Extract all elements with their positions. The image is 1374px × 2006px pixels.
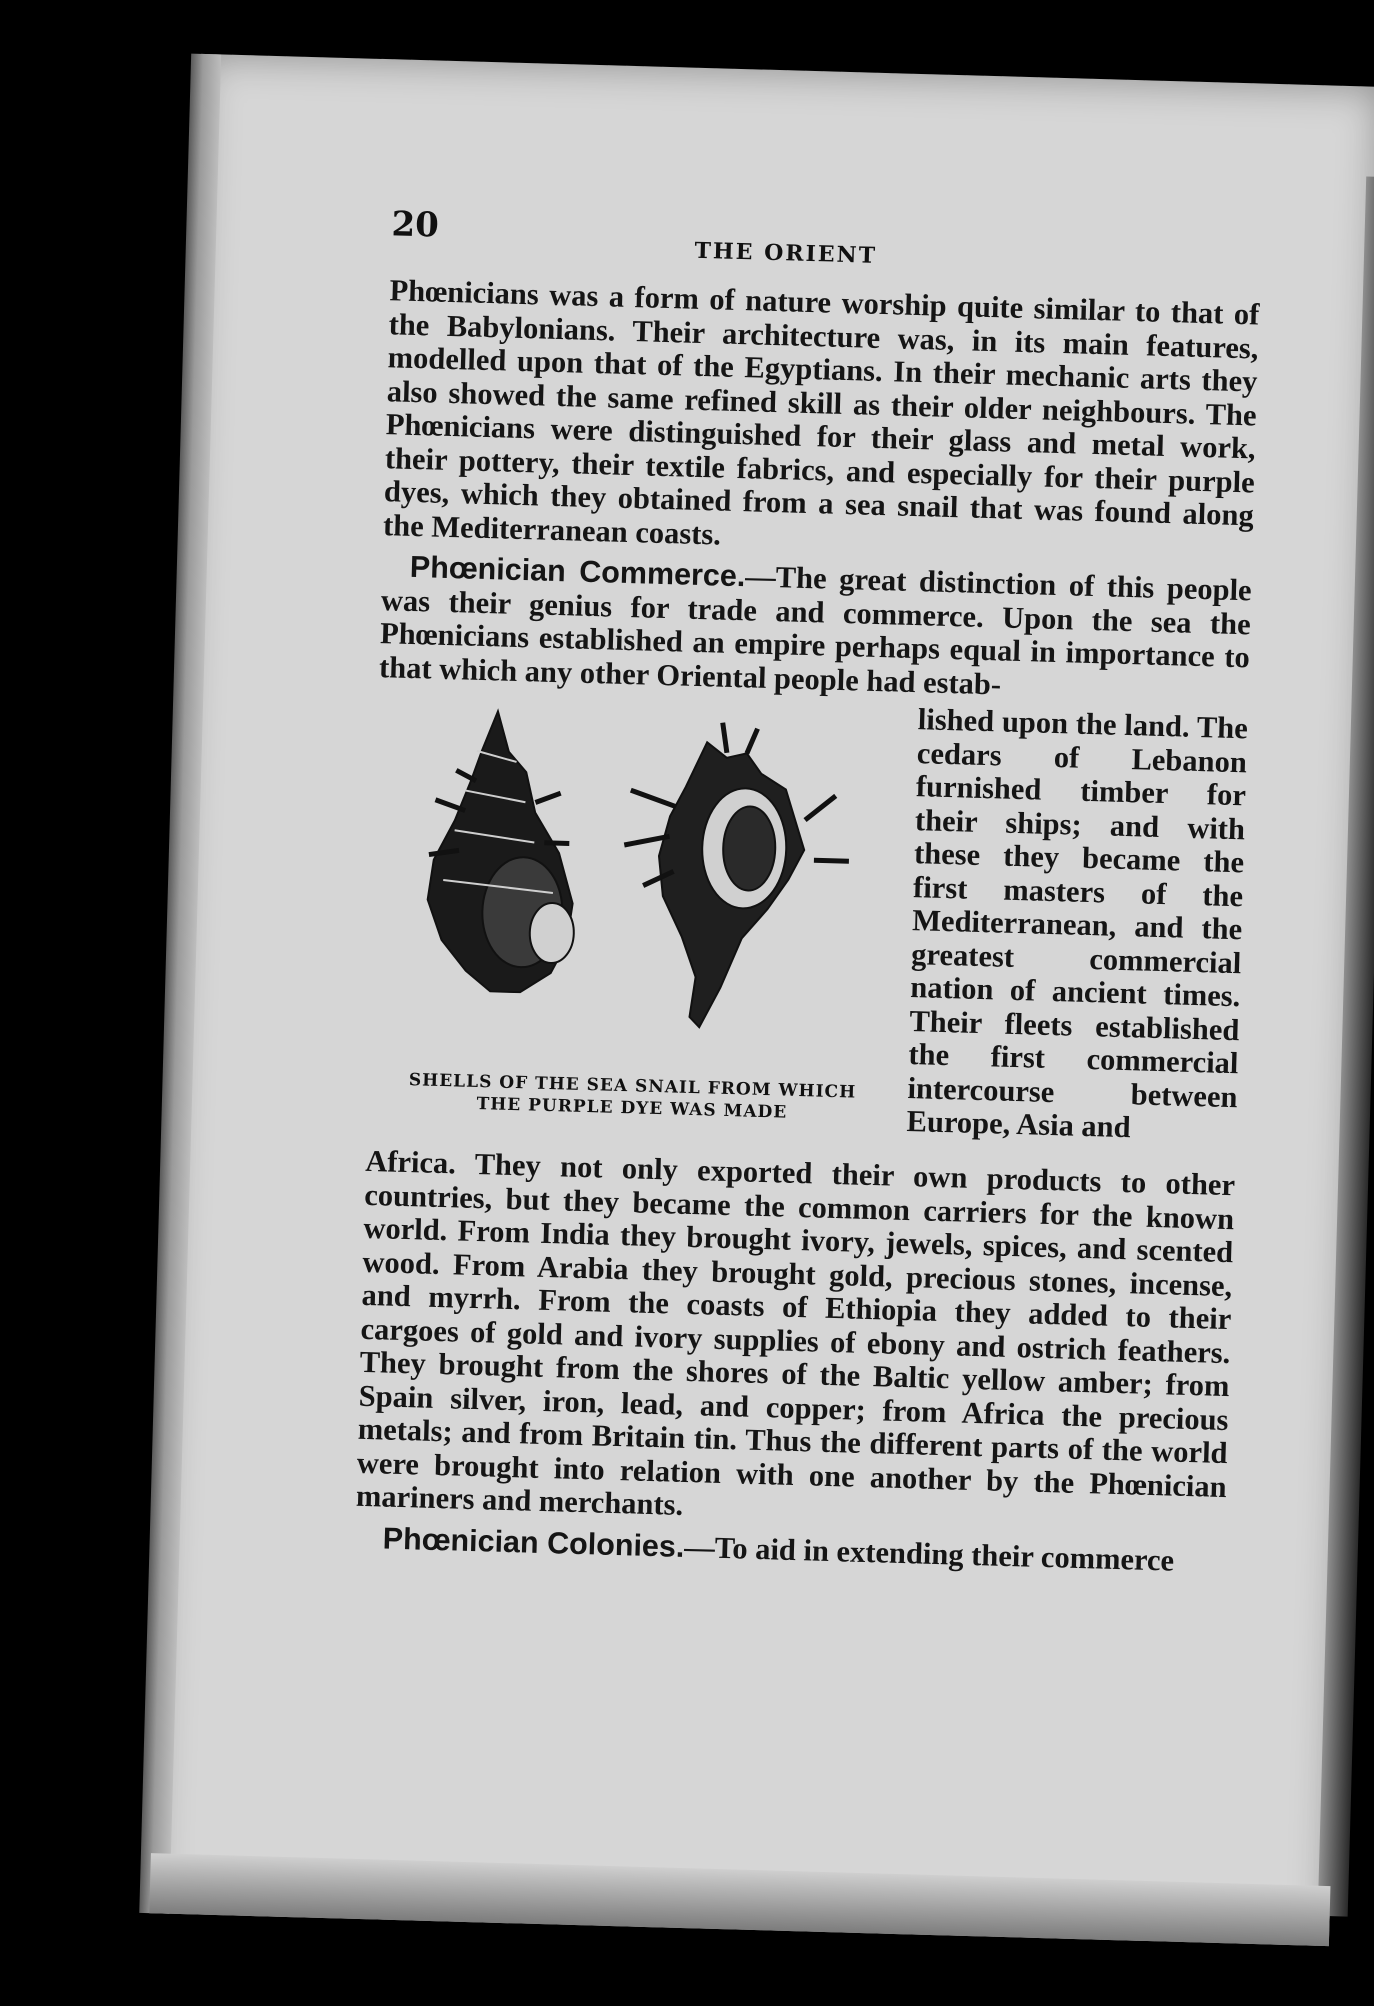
paragraph-commerce-continued: Africa. They not only exported their own products to other countries, but they became the common carriers for the known world. From India they brought ivory, jewels, spices, and scented wood. From Arabia they brought gold, precious stones, incense, and myrrh. From the coasts of Ethiopia they added to their cargoes of gold and ivory supplies of ebony and ostrich feathers. They brought from the shores of the Baltic yellow amber; from Spain silver, iron, lead, and copper; from Africa the precious metals; and from Britain tin. Thus the different parts of the world were brought into relation with one another by the Phœnician mariners and merchants. <box>355 1143 1236 1522</box>
running-head: THE ORIENT <box>694 237 878 269</box>
paragraph-commerce <box>379 550 1252 708</box>
page-left-edge <box>139 54 221 1914</box>
shell-figure <box>366 688 908 1158</box>
paragraph-religion-arts: Phœnicians was a form of nature worship quite similar to that of the Babylonians. Their architecture was, in its main features, modelled upon that of the Egyptians. In their mechanic arts they also showed the same refined skill as their older neighbours. The Phœnicians were distinguished for their glass and metal work, their pottery, their textile fabrics, and especially for their purple dyes, which they obtained from a sea snail that was found along the Mediterranean coasts. <box>382 273 1260 552</box>
page-right-edge <box>1318 176 1374 1916</box>
caption-line-2: THE PURPLE DYE WAS MADE <box>476 1093 788 1123</box>
caption-line-1: SHELLS OF THE SEA SNAIL FROM WHICH <box>408 1070 857 1103</box>
sea-snail-shells-illustration <box>368 688 908 1083</box>
section-heading-colonies: Phœnician Colonies. <box>382 1521 685 1564</box>
body-text <box>354 274 1259 1579</box>
commerce-text: —The great distinction of this people was their genius for trade and commerce. Upon the sea the Phœnicians established an empire perhaps equal in importance to that which any other Oriental people had estab- <box>378 559 1253 701</box>
figure-area <box>366 688 1248 1167</box>
colonies-text: —To aid in extending their commerce <box>683 1529 1175 1578</box>
book-page <box>149 54 1374 1946</box>
page-bottom-edge <box>149 1853 1330 1946</box>
section-heading-commerce: Phœnician Commerce. <box>409 549 746 594</box>
right-shell <box>619 720 852 1031</box>
commerce-side-text: lished upon the land. The cedars of Lebanon furnished timber for their ships; and with these they became the first masters of the Mediterranean, and the greatest commercial nation of ancient times. Their fleets established the first commercial intercourse between Europe, Asia and <box>906 702 1249 1145</box>
left-shell <box>425 710 580 994</box>
page-number: 20 <box>390 204 440 246</box>
